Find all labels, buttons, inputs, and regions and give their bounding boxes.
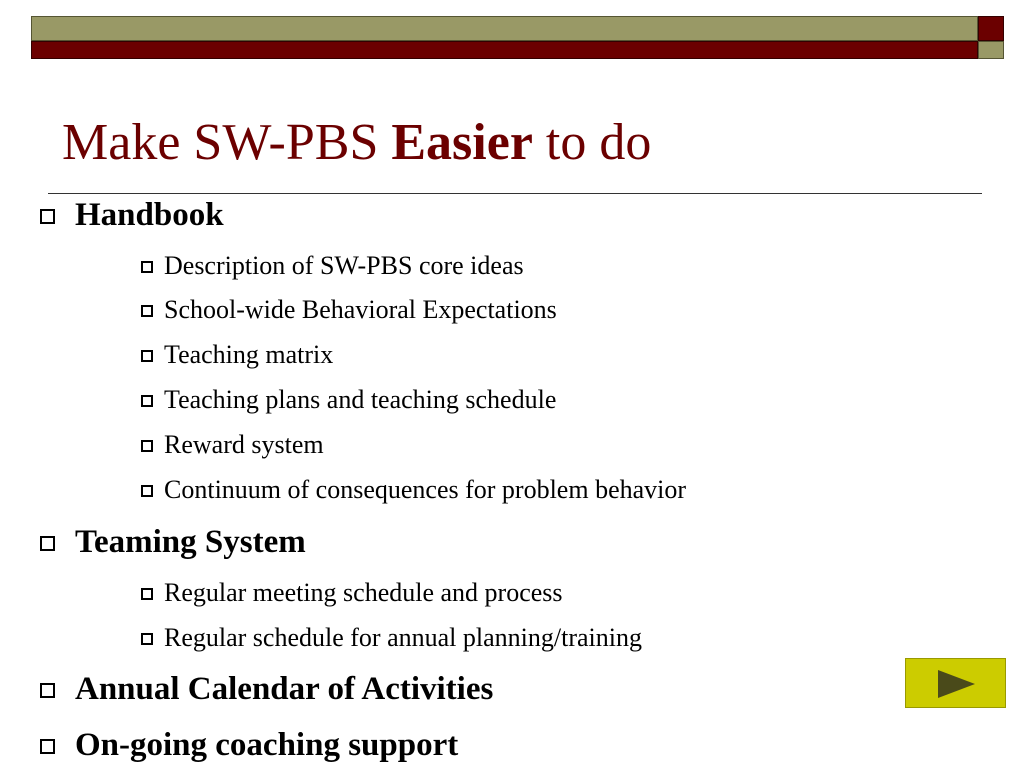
square-bullet-icon [40,536,55,551]
square-bullet-icon [141,440,153,452]
square-bullet-icon [141,395,153,407]
header-band-maroon [31,41,978,59]
title-suffix: to do [532,114,652,171]
sub-bullet-label: Teaching matrix [164,340,334,369]
sub-bullet-label: Continuum of consequences for problem behavior [164,475,687,504]
sub-bullet-label: Reward system [164,430,324,459]
square-bullet-icon [141,261,153,273]
title-prefix: Make SW-PBS [62,114,392,171]
sub-bullet-label: Teaching plans and teaching schedule [164,385,557,414]
header-band-olive [31,16,978,41]
square-bullet-icon [40,739,55,754]
sub-bullet-label: Description of SW-PBS core ideas [164,251,524,280]
sub-bullet-label: Regular meeting schedule and process [164,578,563,607]
square-bullet-icon [40,209,55,224]
bullet-label: On-going coaching support [75,727,459,763]
sub-bullet-label: Regular schedule for annual planning/training [164,623,642,652]
square-bullet-icon [141,485,153,497]
header-corner-maroon [978,16,1004,41]
slide-title [62,114,651,171]
square-bullet-icon [40,683,55,698]
square-bullet-icon [141,305,153,317]
title-emphasis: Easier [391,114,533,171]
next-slide-button[interactable] [905,658,1006,708]
square-bullet-icon [141,633,153,645]
bullet-label: Teaming System [75,524,306,560]
title-divider [48,193,982,194]
sub-bullet-label: School-wide Behavioral Expectations [164,295,557,324]
bullet-label: Handbook [75,197,224,233]
square-bullet-icon [141,350,153,362]
bullet-label: Annual Calendar of Activities [75,671,494,707]
play-triangle-icon [906,659,1007,709]
header-corner-olive [978,41,1004,59]
square-bullet-icon [141,588,153,600]
